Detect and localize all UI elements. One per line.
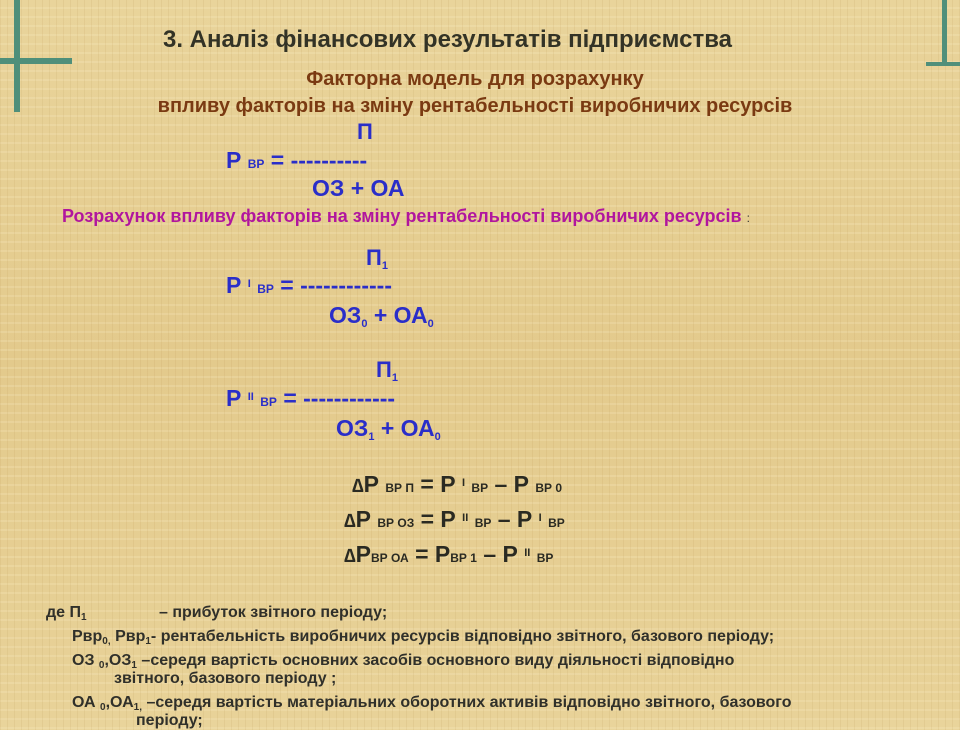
delta-2-sup3: І: [538, 512, 542, 524]
delta-3-p: Р: [355, 541, 371, 567]
delta-1-sub3: ВР 0: [535, 481, 563, 495]
section-heading: [62, 206, 750, 227]
legend-3-b: ,ОЗ: [104, 652, 132, 669]
subtitle-line-1: Факторна модель для розрахунку: [306, 68, 644, 90]
legend-1-sub: 1: [81, 612, 87, 623]
formula-1-denominator: [329, 302, 434, 330]
page-title: 3. Аналіз фінансових результатів підприємства: [163, 26, 733, 53]
formula-main-sub: ВР: [247, 157, 265, 171]
formula-main-numerator: П: [357, 119, 373, 144]
section-heading-colon: :: [746, 211, 750, 225]
legend-item-oz-cont: звітного, базового періоду ;: [114, 670, 337, 687]
formula-1-p: Р: [226, 272, 242, 298]
legend-item-oa-cont: періоду;: [136, 712, 203, 729]
formula-2-den-b-sub: 0: [434, 431, 441, 443]
delta-1-eq: = Р: [420, 471, 456, 497]
section-heading-text: Розрахунок впливу факторів на зміну рентабельності виробничих ресурсів: [62, 206, 742, 226]
formula-1-sub: ВР: [257, 282, 274, 296]
decorative-right-horizontal: [926, 62, 960, 66]
formula-2-lhs: [226, 385, 395, 412]
legend-3-text: –середя вартість основних засобів основного виду діяльності відповідно: [136, 652, 735, 669]
delta-2-p: Р: [355, 506, 371, 532]
delta-3-sub1: ВР ОА: [370, 551, 409, 565]
delta-icon: ∆: [344, 546, 356, 567]
formula-main-lhs: [226, 147, 367, 174]
delta-3-eq: = Р: [415, 541, 451, 567]
delta-1-sub1: ВР П: [385, 481, 414, 495]
formula-2-den-a-sub: 1: [368, 431, 375, 443]
formula-2-num-sub: 1: [391, 372, 398, 384]
delta-1-minus: – Р: [494, 471, 529, 497]
formula-2-sup: ІІ: [247, 391, 254, 403]
formula-main-p: Р: [226, 147, 242, 173]
legend-1-text: – прибуток звітного періоду;: [159, 604, 388, 621]
delta-icon: ∆: [344, 511, 356, 532]
legend-3-b-sub: 1: [131, 660, 137, 671]
delta-3-sub3: ВР: [536, 551, 554, 565]
subtitle-line-2: впливу факторів на зміну рентабельності виробничих ресурсів: [157, 95, 793, 117]
delta-1-sub2: ВР: [471, 481, 489, 495]
formula-2-eq: = ------------: [283, 385, 396, 411]
legend-3-a: ОЗ: [72, 652, 99, 669]
formula-1-den-b-sub: 0: [427, 318, 434, 330]
legend-4-b-sub: 1,: [133, 702, 142, 713]
delta-1-p: Р: [363, 471, 379, 497]
delta-2-eq: = Р: [420, 506, 456, 532]
delta-2-sup2: ІІ: [462, 512, 469, 524]
legend-2-text: - рентабельність виробничих ресурсів відповідно звітного, базового періоду;: [150, 628, 775, 645]
legend-2-b: Рвр: [110, 628, 146, 645]
formula-1-den-a: ОЗ: [329, 302, 362, 328]
legend-item-rvr: [72, 628, 774, 647]
delta-formula-1: [352, 471, 562, 498]
legend-1-label: де П: [46, 604, 81, 621]
formula-2-denominator: [336, 415, 441, 443]
legend-4-text: –середя вартість матеріальних оборотних активів відповідно звітного, базового: [142, 694, 792, 711]
delta-2-sub1: ВР ОЗ: [377, 516, 415, 530]
legend-2-a: Рвр: [72, 628, 103, 645]
decorative-right-line: [942, 0, 947, 66]
delta-2-minus: – Р: [497, 506, 533, 532]
legend-3-a-sub: 0: [98, 660, 105, 671]
formula-1-num-p: П: [366, 245, 382, 270]
formula-main-eq: = ----------: [270, 147, 368, 173]
legend-item-oa: [72, 694, 792, 713]
legend-4-b: ,ОА: [105, 694, 134, 711]
delta-1-sup2: І: [461, 477, 466, 489]
formula-1-den-a-sub: 0: [361, 318, 368, 330]
formula-1-num-sub: 1: [381, 260, 388, 272]
formula-2-num-p: П: [376, 357, 392, 382]
decorative-horizontal-line: [0, 58, 72, 64]
delta-3-sup3: ІІ: [524, 547, 531, 559]
legend-4-a-sub: 0: [100, 702, 106, 713]
formula-1-sup: І: [247, 278, 251, 290]
formula-1-den-plus: + ОА: [373, 302, 428, 328]
legend-item-profit: [46, 604, 387, 623]
legend-4-a: ОА: [72, 694, 101, 711]
formula-2-numerator: [376, 357, 398, 384]
legend-2-a-sub: 0,: [102, 636, 111, 647]
formula-2-p: Р: [226, 385, 242, 411]
delta-2-sub2: ВР: [474, 516, 492, 530]
formula-1-eq: = ------------: [280, 272, 392, 298]
delta-3-minus: – Р: [483, 541, 518, 567]
formula-2-sub: ВР: [260, 395, 277, 409]
delta-icon: ∆: [352, 476, 364, 497]
formula-1-numerator: [366, 245, 388, 272]
legend-2-b-sub: 1: [145, 636, 151, 647]
delta-2-sub3: ВР: [548, 516, 565, 530]
formula-2-den-plus: + ОА: [380, 415, 435, 441]
formula-1-lhs: [226, 272, 392, 299]
formula-2-den-a: ОЗ: [336, 415, 369, 441]
delta-3-sub2: ВР 1: [450, 551, 477, 565]
delta-formula-3: [344, 541, 553, 568]
delta-formula-2: [344, 506, 565, 533]
formula-main-denominator: ОЗ + ОА: [312, 175, 405, 201]
